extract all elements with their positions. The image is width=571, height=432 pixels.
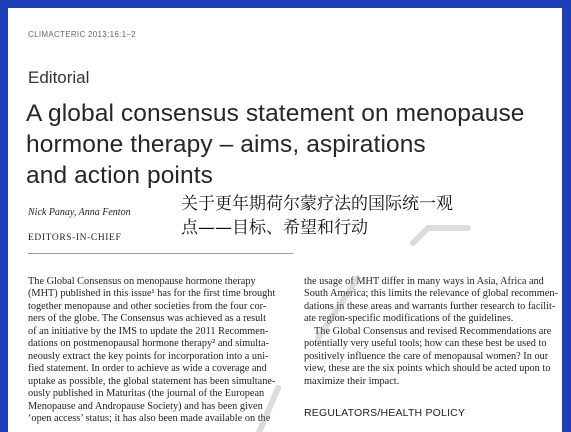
text-line: ‘open access’ status; it has also been made available on the [28,412,271,424]
text-line: dations in these areas and warrants further research to facilit- [304,300,556,312]
divider [28,253,293,254]
left-column [28,276,298,425]
text-line: The Global Consensus on menopause hormone therapy [28,276,256,287]
text-line: together menopause and other societies from the four cor- [28,300,267,312]
text-line: The Global Consensus and revised Recommendations are [314,325,552,337]
text-line: positively influence the care of menopausal women? In our [304,350,549,362]
text-line: view, these are the six points which should be acted upon to [304,363,551,375]
article-page [8,8,562,432]
text-line: of an initiative by the IMS to update the 2011 Recommen- [28,325,269,337]
text-line: uptake as possible, the global statement has been simultane- [28,375,276,387]
translation-line: 点——目标、希望和行动 [181,218,368,238]
right-column [304,276,560,388]
journal-reference: CLIMACTERIC 2013;16:1–2 [28,30,136,39]
text-line: dations on postmenopausal hormone therapy² and simulta- [28,338,270,350]
title-line: hormone therapy – aims, aspirations [26,131,426,158]
title-line: A global consensus statement on menopause [26,100,525,127]
chinese-translation [181,192,531,240]
text-line: South America; this limits the relevance of global recommen- [304,288,558,300]
author-names: Nick Panay, Anna Fenton [28,207,131,218]
text-line: ate region-specific modifications of the guidelines. [304,313,514,325]
text-line: Menopause and Andropause Society) and has been given [28,400,263,412]
text-line: maximize their impact. [304,375,400,387]
translation-line: 关于更年期荷尔蒙疗法的国际统一观 [181,194,453,214]
text-line: fied statement. In order to achieve as wide a coverage and [28,363,267,375]
text-line: potentially very useful tools; how can these best be used to [304,338,547,350]
text-line: the usage of MHT differ in many ways in Asia, Africa and [304,276,544,287]
text-line: neously extract the key points for incorporation into a uni- [28,350,269,362]
text-line: ners of the globe. The Consensus was achieved as a result [28,313,267,325]
text-line: (MHT) published in this issue¹ has for the first time brought [28,288,276,300]
author-role: EDITORS-IN-CHIEF [28,233,122,243]
text-line: ously published in Maturitas (the journal of the European [28,388,265,400]
section-label: Editorial [28,68,90,87]
section-heading: REGULATORS/HEALTH POLICY [304,407,466,419]
title-line: and action points [26,162,213,189]
article-title [26,98,556,191]
